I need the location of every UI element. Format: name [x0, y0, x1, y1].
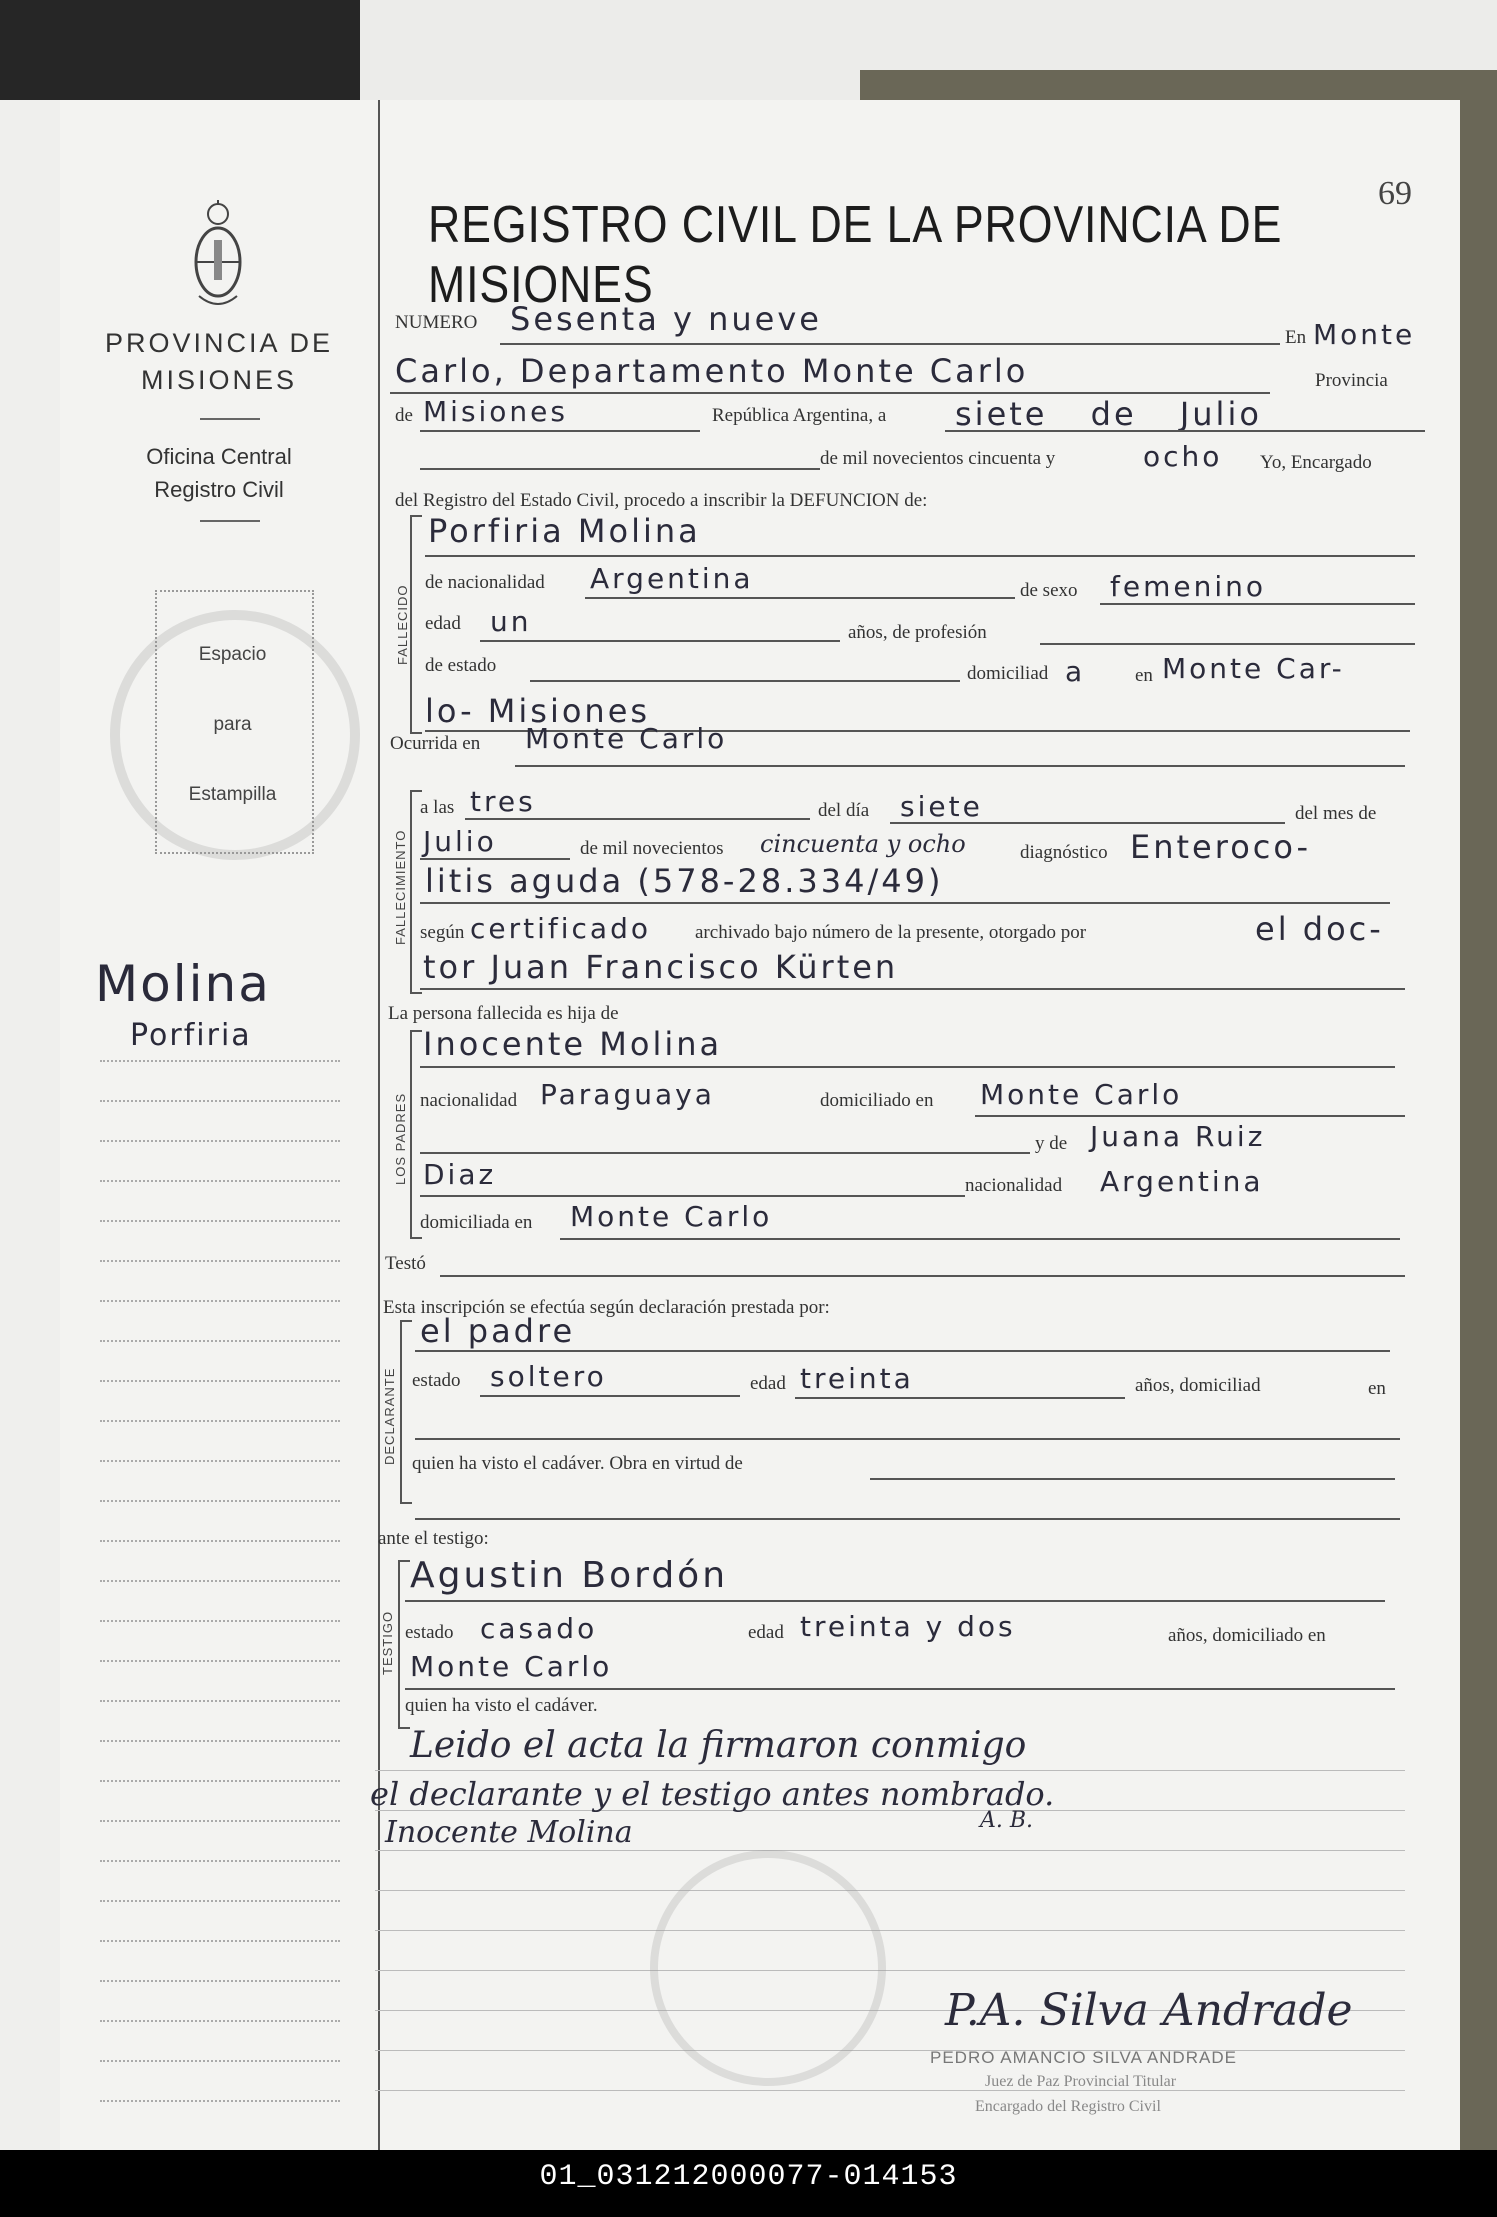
closing-rule — [375, 2090, 1405, 2091]
registrar-signature: P.A. Silva Andrade — [945, 1985, 1353, 2036]
stub-dotted-line — [100, 1140, 340, 1142]
fallecimiento-side-label: FALLECIMIENTO — [393, 829, 408, 945]
stamp-line-1: Espacio — [198, 644, 267, 665]
testigo-name: Agustin Bordón — [410, 1555, 729, 1596]
declarante-edad-label: edad — [750, 1373, 786, 1394]
stub-dotted-line — [100, 2020, 340, 2022]
domicilio-value-2: lo- Misiones — [425, 692, 651, 730]
stub-dotted-line — [100, 1940, 340, 1942]
rule — [415, 1438, 1400, 1440]
stub-dotted-line — [100, 1660, 340, 1662]
closing-rule — [375, 1770, 1405, 1771]
ocurrida-label: Ocurrida en — [390, 733, 481, 754]
stub-dotted-line — [100, 1820, 340, 1822]
closing-rule — [375, 1890, 1405, 1891]
padre-nacionalidad: Paraguaya — [540, 1078, 715, 1111]
segun-value: certificado — [470, 912, 651, 945]
testigo-side-label: TESTIGO — [380, 1610, 395, 1675]
stub-dotted-line — [100, 1300, 340, 1302]
rule — [420, 902, 1390, 904]
segun-label: según — [420, 922, 465, 943]
rule — [420, 988, 1405, 990]
stub-dotted-line — [100, 2060, 340, 2062]
rule — [945, 430, 1425, 432]
a-las-label: a las — [420, 797, 455, 818]
coat-of-arms-icon — [193, 200, 243, 317]
stub-dotted-line — [100, 2100, 340, 2102]
stamp-space-text — [155, 620, 310, 830]
closing-line-3: Inocente Molina — [385, 1815, 633, 1850]
domiciliado-suffix: a — [1065, 655, 1086, 688]
rule — [405, 1688, 1395, 1690]
rule — [560, 1238, 1400, 1240]
anos-profesion-label: años, de profesión — [848, 622, 987, 643]
stub-surname: Molina — [95, 955, 271, 1013]
rule — [585, 597, 1015, 599]
stub-dotted-line — [100, 1860, 340, 1862]
divider — [200, 418, 260, 420]
rule — [480, 1395, 740, 1397]
madre-nacionalidad-label: nacionalidad — [965, 1175, 1063, 1196]
stub-dotted-line — [100, 1980, 340, 1982]
stub-dotted-line — [100, 1620, 340, 1622]
padres-intro: La persona fallecida es hija de — [388, 1003, 619, 1024]
rule — [425, 555, 1415, 557]
hora-value: tres — [470, 785, 536, 818]
padre-domiciliado-label: domiciliado en — [820, 1090, 934, 1111]
madre-name: Juana Ruiz — [1090, 1120, 1266, 1153]
stub-dotted-line — [100, 1180, 340, 1182]
rule — [1100, 603, 1415, 605]
rule — [420, 1195, 965, 1197]
rule — [515, 765, 1405, 767]
stub-office — [60, 440, 378, 506]
encargado-label: Yo, Encargado — [1260, 452, 1372, 473]
page-number: 69 — [1378, 175, 1412, 212]
rule — [1040, 643, 1415, 645]
rule — [390, 392, 1270, 394]
section-bracket — [410, 1030, 422, 1239]
stamp-line-3: Estampilla — [188, 784, 277, 805]
closing-line-1: Leido el acta la firmaron conmigo — [410, 1725, 1027, 1766]
section-bracket — [410, 515, 422, 734]
date-value: siete de Julio — [955, 395, 1262, 433]
page-stub — [60, 100, 380, 2150]
medico-value-2: tor Juan Francisco Kürten — [423, 948, 899, 986]
rule — [405, 1600, 1385, 1602]
republica-label: República Argentina, a — [712, 405, 887, 426]
anio-label: de mil novecientos — [580, 838, 724, 859]
fallecido-side-label: FALLECIDO — [395, 584, 410, 665]
intro-text: del Registro del Estado Civil, procedo a inscribir la DEFUNCION de: — [395, 490, 928, 511]
estado-label: de estado — [425, 655, 497, 676]
declarante-intro: Esta inscripción se efectúa según declaración prestada por: — [383, 1297, 830, 1318]
declarante-en-label: en — [1368, 1378, 1386, 1399]
rule — [415, 1350, 1390, 1352]
rule — [500, 343, 1280, 345]
rule — [480, 640, 840, 642]
closing-rule — [375, 1970, 1405, 1971]
domicilio-value: Monte Car- — [1162, 652, 1345, 685]
padres-side-label: LOS PADRES — [393, 1092, 408, 1185]
diagnostico-label: diagnóstico — [1020, 842, 1108, 863]
diagnostico-value: Enteroco- — [1130, 828, 1312, 866]
nacionalidad-value: Argentina — [590, 562, 754, 595]
sexo-label: de sexo — [1020, 580, 1078, 601]
rule — [795, 1397, 1125, 1399]
stub-province — [60, 325, 378, 399]
stub-dotted-line — [100, 1100, 340, 1102]
rule — [420, 1152, 1030, 1154]
madre-name-2: Diaz — [423, 1158, 497, 1191]
stub-dotted-line — [100, 1220, 340, 1222]
declarante-estado: soltero — [490, 1360, 607, 1393]
en-label: En — [1285, 327, 1307, 348]
stub-dotted-line — [100, 1900, 340, 1902]
stub-dotted-line — [100, 1700, 340, 1702]
stub-given-name: Porfiria — [130, 1018, 252, 1053]
official-stamp — [650, 1850, 886, 2086]
padre-name: Inocente Molina — [423, 1025, 723, 1063]
closing-rule — [375, 2050, 1405, 2051]
numero-label: NUMERO — [395, 312, 478, 333]
padre-domicilio: Monte Carlo — [980, 1078, 1183, 1111]
testigo-estado-label: estado — [405, 1622, 454, 1643]
rule — [420, 430, 700, 432]
stub-dotted-line — [100, 1260, 340, 1262]
stub-dotted-line — [100, 1340, 340, 1342]
mes-value: Julio — [423, 825, 497, 858]
place-value-2: Carlo, Departamento Monte Carlo — [395, 352, 1029, 390]
testo-label: Testó — [385, 1253, 426, 1274]
province-value: Misiones — [423, 395, 568, 428]
declarante-estado-label: estado — [412, 1370, 461, 1391]
closing-initials: A. B. — [980, 1808, 1034, 1833]
rule — [465, 818, 810, 820]
testigo-edad: treinta y dos — [800, 1610, 1016, 1643]
declarante-side-label: DECLARANTE — [382, 1367, 397, 1465]
page-title: REGISTRO CIVIL DE LA PROVINCIA DE MISIONES — [428, 196, 1283, 314]
stub-dotted-line — [100, 1500, 340, 1502]
registrar-office: Encargado del Registro Civil — [975, 2098, 1161, 2115]
medico-value: el doc- — [1255, 910, 1384, 948]
rule — [440, 1275, 1405, 1277]
year-prefix: de mil novecientos cincuenta y — [820, 448, 1056, 469]
place-value: Monte — [1313, 318, 1416, 351]
sexo-value: femenino — [1110, 570, 1266, 603]
section-bracket — [400, 1320, 412, 1504]
closing-rule — [375, 1930, 1405, 1931]
image-caption: 01_031212000077-014153 — [539, 2160, 958, 2194]
domiciliado-label: domiciliad — [967, 663, 1049, 684]
stub-dotted-line — [100, 1460, 340, 1462]
stub-office-line-1: Oficina Central — [146, 444, 292, 469]
stub-office-line-2: Registro Civil — [154, 477, 284, 502]
provincia-label: Provincia — [1315, 370, 1388, 391]
closing-line-2: el declarante y el testigo antes nombrado. — [370, 1775, 1055, 1813]
edad-label: edad — [425, 613, 461, 634]
rule — [530, 680, 960, 682]
testigo-intro: ante el testigo: — [378, 1528, 489, 1549]
stub-dotted-line — [100, 1540, 340, 1542]
nacionalidad-label-2: nacionalidad — [420, 1090, 518, 1111]
declarante-visto-label: quien ha visto el cadáver. Obra en virtud de — [412, 1453, 743, 1474]
year-value: ocho — [1143, 440, 1223, 473]
stub-dotted-line — [100, 1580, 340, 1582]
dia-value: siete — [900, 790, 983, 823]
registrar-role: Juez de Paz Provincial Titular — [985, 2073, 1177, 2090]
declarante-edad: treinta — [800, 1362, 914, 1395]
testigo-anos-label: años, domiciliado en — [1168, 1625, 1326, 1646]
edad-value: un — [490, 605, 532, 638]
declarante-name: el padre — [420, 1312, 576, 1350]
de-label: de — [395, 405, 413, 426]
ocurrida-value: Monte Carlo — [525, 722, 728, 755]
deceased-name: Porfiria Molina — [428, 512, 701, 550]
diagnostico-value-2: litis aguda (578-28.334/49) — [425, 862, 944, 900]
rule — [420, 468, 820, 470]
dia-label: del día — [818, 800, 870, 821]
rule — [420, 858, 570, 860]
madre-nacionalidad: Argentina — [1100, 1165, 1264, 1198]
stamp-line-2: para — [213, 714, 252, 735]
rule — [870, 1478, 1395, 1480]
testigo-edad-label: edad — [748, 1622, 784, 1643]
en-label-2: en — [1135, 665, 1153, 686]
declarante-anos-label: años, domiciliad — [1135, 1375, 1261, 1396]
stub-dotted-line — [100, 1420, 340, 1422]
stub-province-text: PROVINCIA DE MISIONES — [104, 328, 334, 395]
testigo-domicilio: Monte Carlo — [410, 1650, 613, 1683]
rule — [890, 822, 1285, 824]
testigo-estado: casado — [480, 1612, 598, 1645]
anio-value: cincuenta y ocho — [760, 830, 966, 858]
mes-label: del mes de — [1295, 803, 1377, 824]
madre-domicilio: Monte Carlo — [570, 1200, 773, 1233]
previous-page-edge — [0, 100, 62, 2150]
stub-dotted-line — [100, 1780, 340, 1782]
rule — [420, 1066, 1395, 1068]
closing-rule — [375, 1850, 1405, 1851]
y-de-label: y de — [1035, 1133, 1068, 1154]
rule — [975, 1115, 1405, 1117]
registrar-name: PEDRO AMANCIO SILVA ANDRADE — [930, 2048, 1237, 2067]
testigo-visto-label: quien ha visto el cadáver. — [405, 1695, 598, 1716]
numero-value: Sesenta y nueve — [510, 300, 822, 338]
domiciliada-label: domiciliada en — [420, 1212, 533, 1233]
stub-dotted-line — [100, 1060, 340, 1062]
nacionalidad-label: de nacionalidad — [425, 572, 545, 593]
archivado-label: archivado bajo número de la presente, otorgado por — [695, 922, 1087, 943]
divider — [200, 520, 260, 522]
section-bracket — [410, 790, 422, 994]
stub-dotted-line — [100, 1380, 340, 1382]
stub-dotted-line — [100, 1740, 340, 1742]
rule — [415, 1518, 1400, 1520]
